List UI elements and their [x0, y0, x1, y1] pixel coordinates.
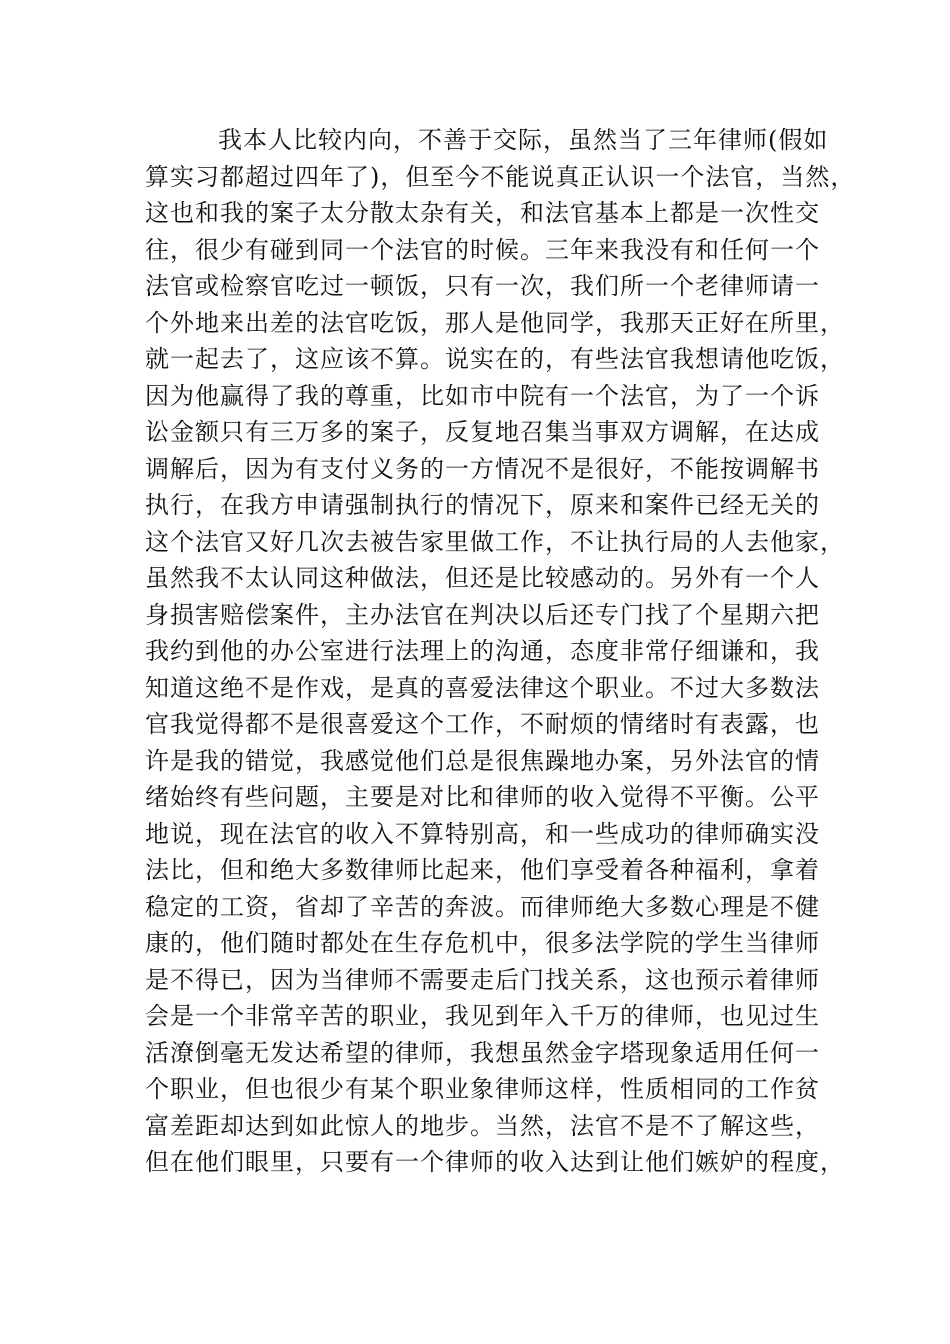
text-line: 个职业，但也很少有某个职业象律师这样，性质相同的工作贫: [145, 1075, 820, 1103]
text-line: 执行，在我方申请强制执行的情况下，原来和案件已经无关的: [145, 491, 820, 519]
text-line: 我本人比较内向，不善于交际，虽然当了三年律师(假如: [218, 126, 829, 154]
text-line: 虽然我不太认同这种做法，但还是比较感动的。另外有一个人: [145, 564, 820, 592]
text-line: 往，很少有碰到同一个法官的时候。三年来我没有和任何一个: [145, 235, 820, 264]
text-line: 就一起去了，这应该不算。说实在的，有些法官我想请他吃饭，: [145, 345, 845, 373]
text-line: 官我觉得都不是很喜爱这个工作，不耐烦的情绪时有表露，也: [145, 710, 820, 738]
text-line: 因为他赢得了我的尊重，比如市中院有一个法官，为了一个诉: [145, 381, 820, 410]
text-line: 绪始终有些问题，主要是对比和律师的收入觉得不平衡。公平: [145, 783, 820, 811]
text-line: 身损害赔偿案件，主办法官在判决以后还专门找了个星期六把: [145, 600, 820, 629]
text-line: 许是我的错觉，我感觉他们总是很焦躁地办案，另外法官的情: [145, 746, 820, 775]
text-line: 这个法官又好几次去被告家里做工作，不让执行局的人去他家，: [145, 527, 845, 556]
text-line: 稳定的工资，省却了辛苦的奔波。而律师绝大多数心理是不健: [145, 892, 820, 921]
text-line: 活潦倒毫无发达希望的律师，我想虽然金字塔现象适用任何一: [145, 1038, 820, 1067]
text-line: 地说，现在法官的收入不算特别高，和一些成功的律师确实没: [145, 819, 820, 848]
text-line: 讼金额只有三万多的案子，反复地召集当事双方调解，在达成: [145, 418, 820, 446]
text-line: 是不得已，因为当律师不需要走后门找关系，这也预示着律师: [145, 965, 820, 994]
text-line: 知道这绝不是作戏，是真的喜爱法律这个职业。不过大多数法: [145, 673, 820, 702]
text-line: 算实习都超过四年了)，但至今不能说真正认识一个法官，当然，: [145, 162, 856, 191]
text-line: 个外地来出差的法官吃饭，那人是他同学，我那天正好在所里，: [145, 308, 845, 337]
text-line: 但在他们眼里，只要有一个律师的收入达到让他们嫉妒的程度，: [145, 1148, 845, 1176]
text-line: 康的，他们随时都处在生存危机中，很多法学院的学生当律师: [145, 929, 820, 957]
text-line: 会是一个非常辛苦的职业，我见到年入千万的律师，也见过生: [145, 1002, 820, 1030]
text-line: 法比，但和绝大多数律师比起来，他们享受着各种福利，拿着: [145, 856, 820, 884]
paragraph: [145, 122, 856, 1181]
text-line: 法官或检察官吃过一顿饭，只有一次，我们所一个老律师请一: [145, 272, 820, 300]
text-line: 富差距却达到如此惊人的地步。当然，法官不是不了解这些，: [145, 1111, 820, 1140]
text-line: 调解后，因为有支付义务的一方情况不是很好，不能按调解书: [145, 454, 820, 483]
text-line: 这也和我的案子太分散太杂有关，和法官基本上都是一次性交: [145, 199, 820, 227]
text-line: 我约到他的办公室进行法理上的沟通，态度非常仔细谦和，我: [145, 637, 820, 665]
